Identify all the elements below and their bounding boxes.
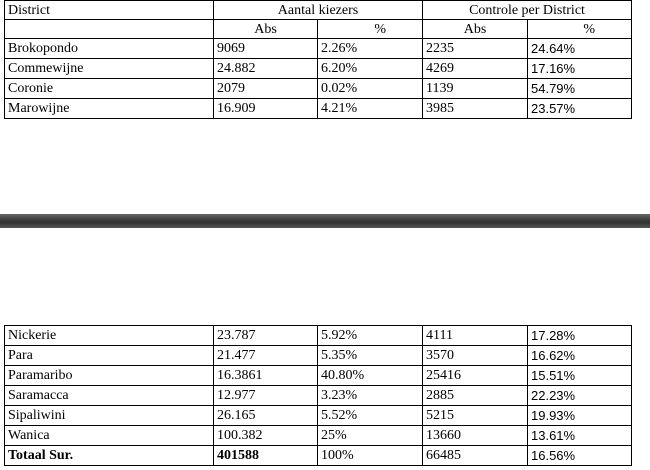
total-label-cell: Totaal Sur.: [5, 446, 214, 466]
total-pct-cell: 100%: [318, 446, 423, 466]
ctrl-abs-cell: 3570: [423, 346, 528, 366]
ctrl-pct-cell: 22.23%: [528, 386, 632, 406]
total-ctrl-abs-cell: 66485: [423, 446, 528, 466]
ctrl-pct-header: %: [528, 20, 632, 39]
ctrl-pct-cell: 24.64%: [528, 39, 632, 59]
ctrl-pct-cell: 17.28%: [528, 326, 632, 346]
abs-cell: 100.382: [214, 426, 318, 446]
pct-cell: 6.20%: [318, 59, 423, 79]
district-cell: Coronie: [5, 79, 214, 99]
table-row: [5, 366, 632, 386]
district-header: District: [5, 1, 214, 20]
pct-cell: 2.26%: [318, 39, 423, 59]
district-cell: Nickerie: [5, 326, 214, 346]
pct-cell: 5.92%: [318, 326, 423, 346]
ctrl-abs-cell: 2885: [423, 386, 528, 406]
aantal-kiezers-header: Aantal kiezers: [214, 1, 423, 20]
table-row: [5, 426, 632, 446]
pct-cell: 3.23%: [318, 386, 423, 406]
abs-cell: 24.882: [214, 59, 318, 79]
district-cell: Saramacca: [5, 386, 214, 406]
abs-cell: 2079: [214, 79, 318, 99]
ctrl-pct-cell: 54.79%: [528, 79, 632, 99]
ctrl-abs-cell: 4269: [423, 59, 528, 79]
district-cell: Brokopondo: [5, 39, 214, 59]
abs-cell: 9069: [214, 39, 318, 59]
abs-cell: 16.909: [214, 99, 318, 119]
ctrl-abs-cell: 3985: [423, 99, 528, 119]
ctrl-pct-cell: 17.16%: [528, 59, 632, 79]
controle-per-district-header: Controle per District: [423, 1, 632, 20]
district-cell: Commewijne: [5, 59, 214, 79]
table-row: [5, 99, 632, 119]
ctrl-abs-header: Abs: [423, 20, 528, 39]
table-row: [5, 406, 632, 426]
table-row: [5, 386, 632, 406]
pct-cell: 40.80%: [318, 366, 423, 386]
page-break-divider: [0, 214, 650, 228]
district-table-top: [4, 0, 632, 119]
district-table-bottom: [4, 325, 632, 466]
table-row: [5, 39, 632, 59]
district-cell: Wanica: [5, 426, 214, 446]
total-row: [5, 446, 632, 466]
header-row-2: [5, 20, 632, 39]
pct-header: %: [318, 20, 423, 39]
abs-cell: 26.165: [214, 406, 318, 426]
ctrl-pct-cell: 15.51%: [528, 366, 632, 386]
abs-cell: 23.787: [214, 326, 318, 346]
ctrl-pct-cell: 16.62%: [528, 346, 632, 366]
abs-header: Abs: [214, 20, 318, 39]
table-row: [5, 326, 632, 346]
pct-cell: 25%: [318, 426, 423, 446]
ctrl-pct-cell: 19.93%: [528, 406, 632, 426]
ctrl-abs-cell: 1139: [423, 79, 528, 99]
district-cell: Para: [5, 346, 214, 366]
ctrl-pct-cell: 13.61%: [528, 426, 632, 446]
district-cell: Marowijne: [5, 99, 214, 119]
district-cell: Paramaribo: [5, 366, 214, 386]
ctrl-abs-cell: 13660: [423, 426, 528, 446]
abs-cell: 16.3861: [214, 366, 318, 386]
ctrl-abs-cell: 5215: [423, 406, 528, 426]
ctrl-abs-cell: 2235: [423, 39, 528, 59]
total-abs-cell: 401588: [214, 446, 318, 466]
table-row: [5, 59, 632, 79]
pct-cell: 0.02%: [318, 79, 423, 99]
pct-cell: 5.52%: [318, 406, 423, 426]
header-row-1: [5, 1, 632, 20]
abs-cell: 12.977: [214, 386, 318, 406]
ctrl-abs-cell: 4111: [423, 326, 528, 346]
abs-cell: 21.477: [214, 346, 318, 366]
district-cell: Sipaliwini: [5, 406, 214, 426]
ctrl-abs-cell: 25416: [423, 366, 528, 386]
ctrl-pct-cell: 23.57%: [528, 99, 632, 119]
empty-header-cell: [5, 20, 214, 39]
total-ctrl-pct-cell: 16.56%: [528, 446, 632, 466]
table-row: [5, 346, 632, 366]
pct-cell: 4.21%: [318, 99, 423, 119]
pct-cell: 5.35%: [318, 346, 423, 366]
table-row: [5, 79, 632, 99]
